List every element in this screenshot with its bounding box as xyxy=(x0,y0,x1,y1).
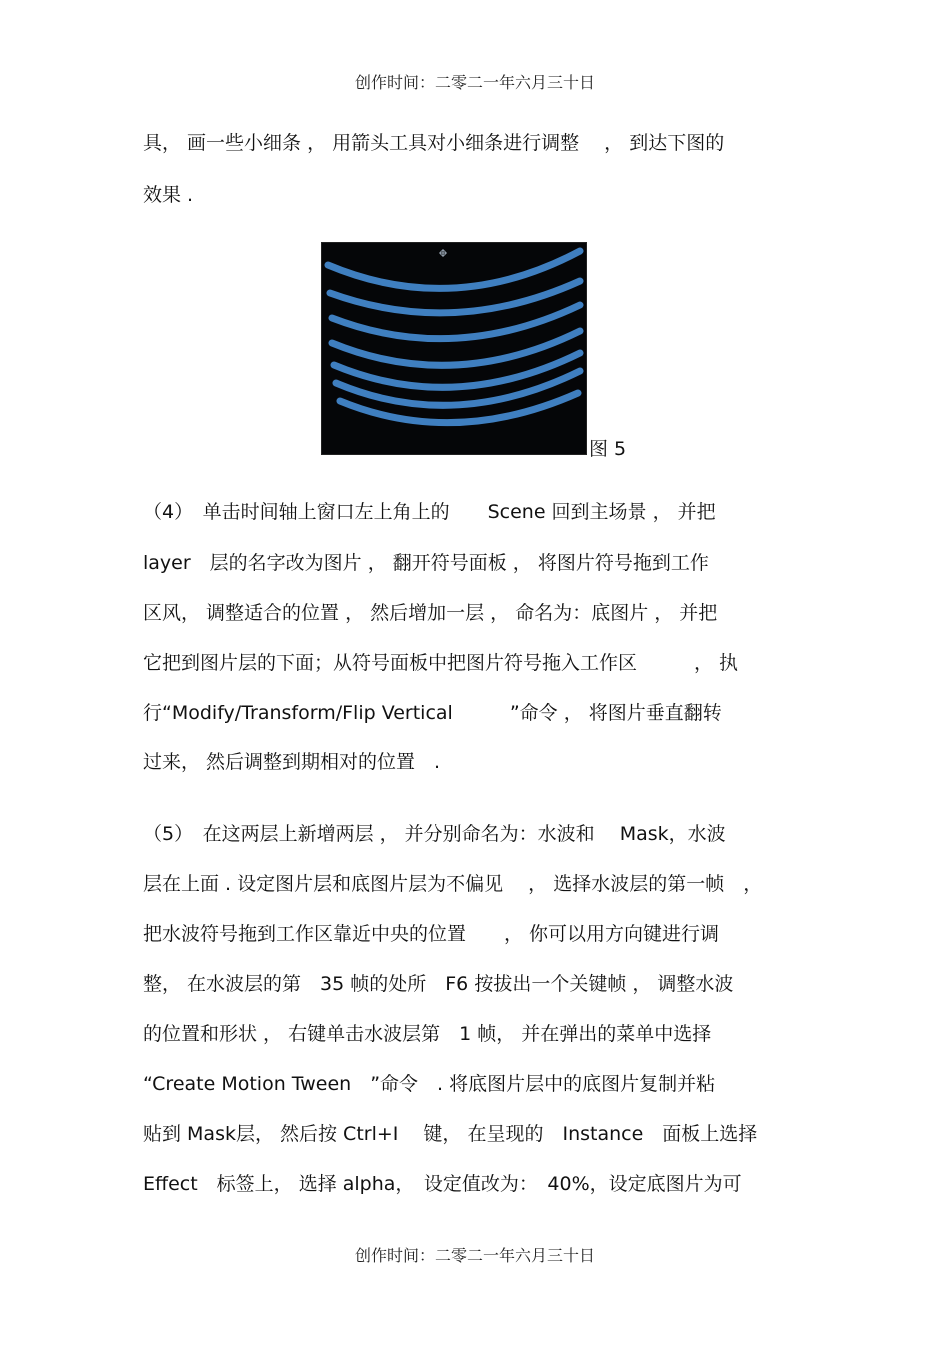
text-line: 把水波符号拖到工作区靠近中央的位置 ， 你可以用方向键进行调 xyxy=(143,923,720,945)
page-footer: 创作时间：二零二一年六月三十日 xyxy=(354,1246,595,1265)
text-line: 行“Modify/Transform/Flip Vertical ”命令 ， 将图片垂直翻转 xyxy=(143,702,722,724)
crosshair-icon xyxy=(439,249,447,257)
text-line: 层在上面 . 设定图片层和底图片层为不偏见 ， 选择水波层的第一帧 ， xyxy=(143,873,763,895)
text-line: Effect 标签上， 选择 alpha， 设定值改为： 40%，设定底图片为可 xyxy=(143,1173,742,1195)
text-line: layer 层的名字改为图片 ， 翻开符号面板 ， 将图片符号拖到工作 xyxy=(143,552,709,574)
text-line: （4） 单击时间轴上窗口左上角上的 Scene 回到主场景 ， 并把 xyxy=(143,501,716,523)
text-line: （5） 在这两层上新增两层 ， 并分别命名为：水波和 Mask，水波 xyxy=(143,823,726,845)
text-line: “Create Motion Tween ”命令 . 将底图片层中的底图片复制并粘 xyxy=(143,1073,716,1095)
wave-band xyxy=(328,251,580,288)
figure xyxy=(321,242,587,455)
text-line: 效果 . xyxy=(143,184,194,206)
text-line: 区风， 调整适合的位置 ， 然后增加一层 ， 命名为：底图片 ， 并把 xyxy=(143,602,718,624)
figure-caption: 图 5 xyxy=(589,438,627,460)
text-line: 过来， 然后调整到期相对的位置 . xyxy=(143,751,441,773)
page-header: 创作时间：二零二一年六月三十日 xyxy=(354,73,595,92)
text-line: 的位置和形状 ， 右键单击水波层第 1 帧， 并在弹出的菜单中选择 xyxy=(143,1023,712,1045)
text-line: 它把到图片层的下面；从符号面板中把图片符号拖入工作区 ， 执 xyxy=(143,652,739,674)
text-line: 贴到 Mask层， 然后按 Ctrl+I 键， 在呈现的 Instance 面板上选择 xyxy=(143,1123,758,1145)
text-line: 具， 画一些小细条 ， 用箭头工具对小细条进行调整 ， 到达下图的 xyxy=(143,132,725,154)
text-line: 整， 在水波层的第 35 帧的处所 F6 按拔出一个关键帧 ， 调整水波 xyxy=(143,973,734,995)
wave-figure-image xyxy=(321,242,587,455)
